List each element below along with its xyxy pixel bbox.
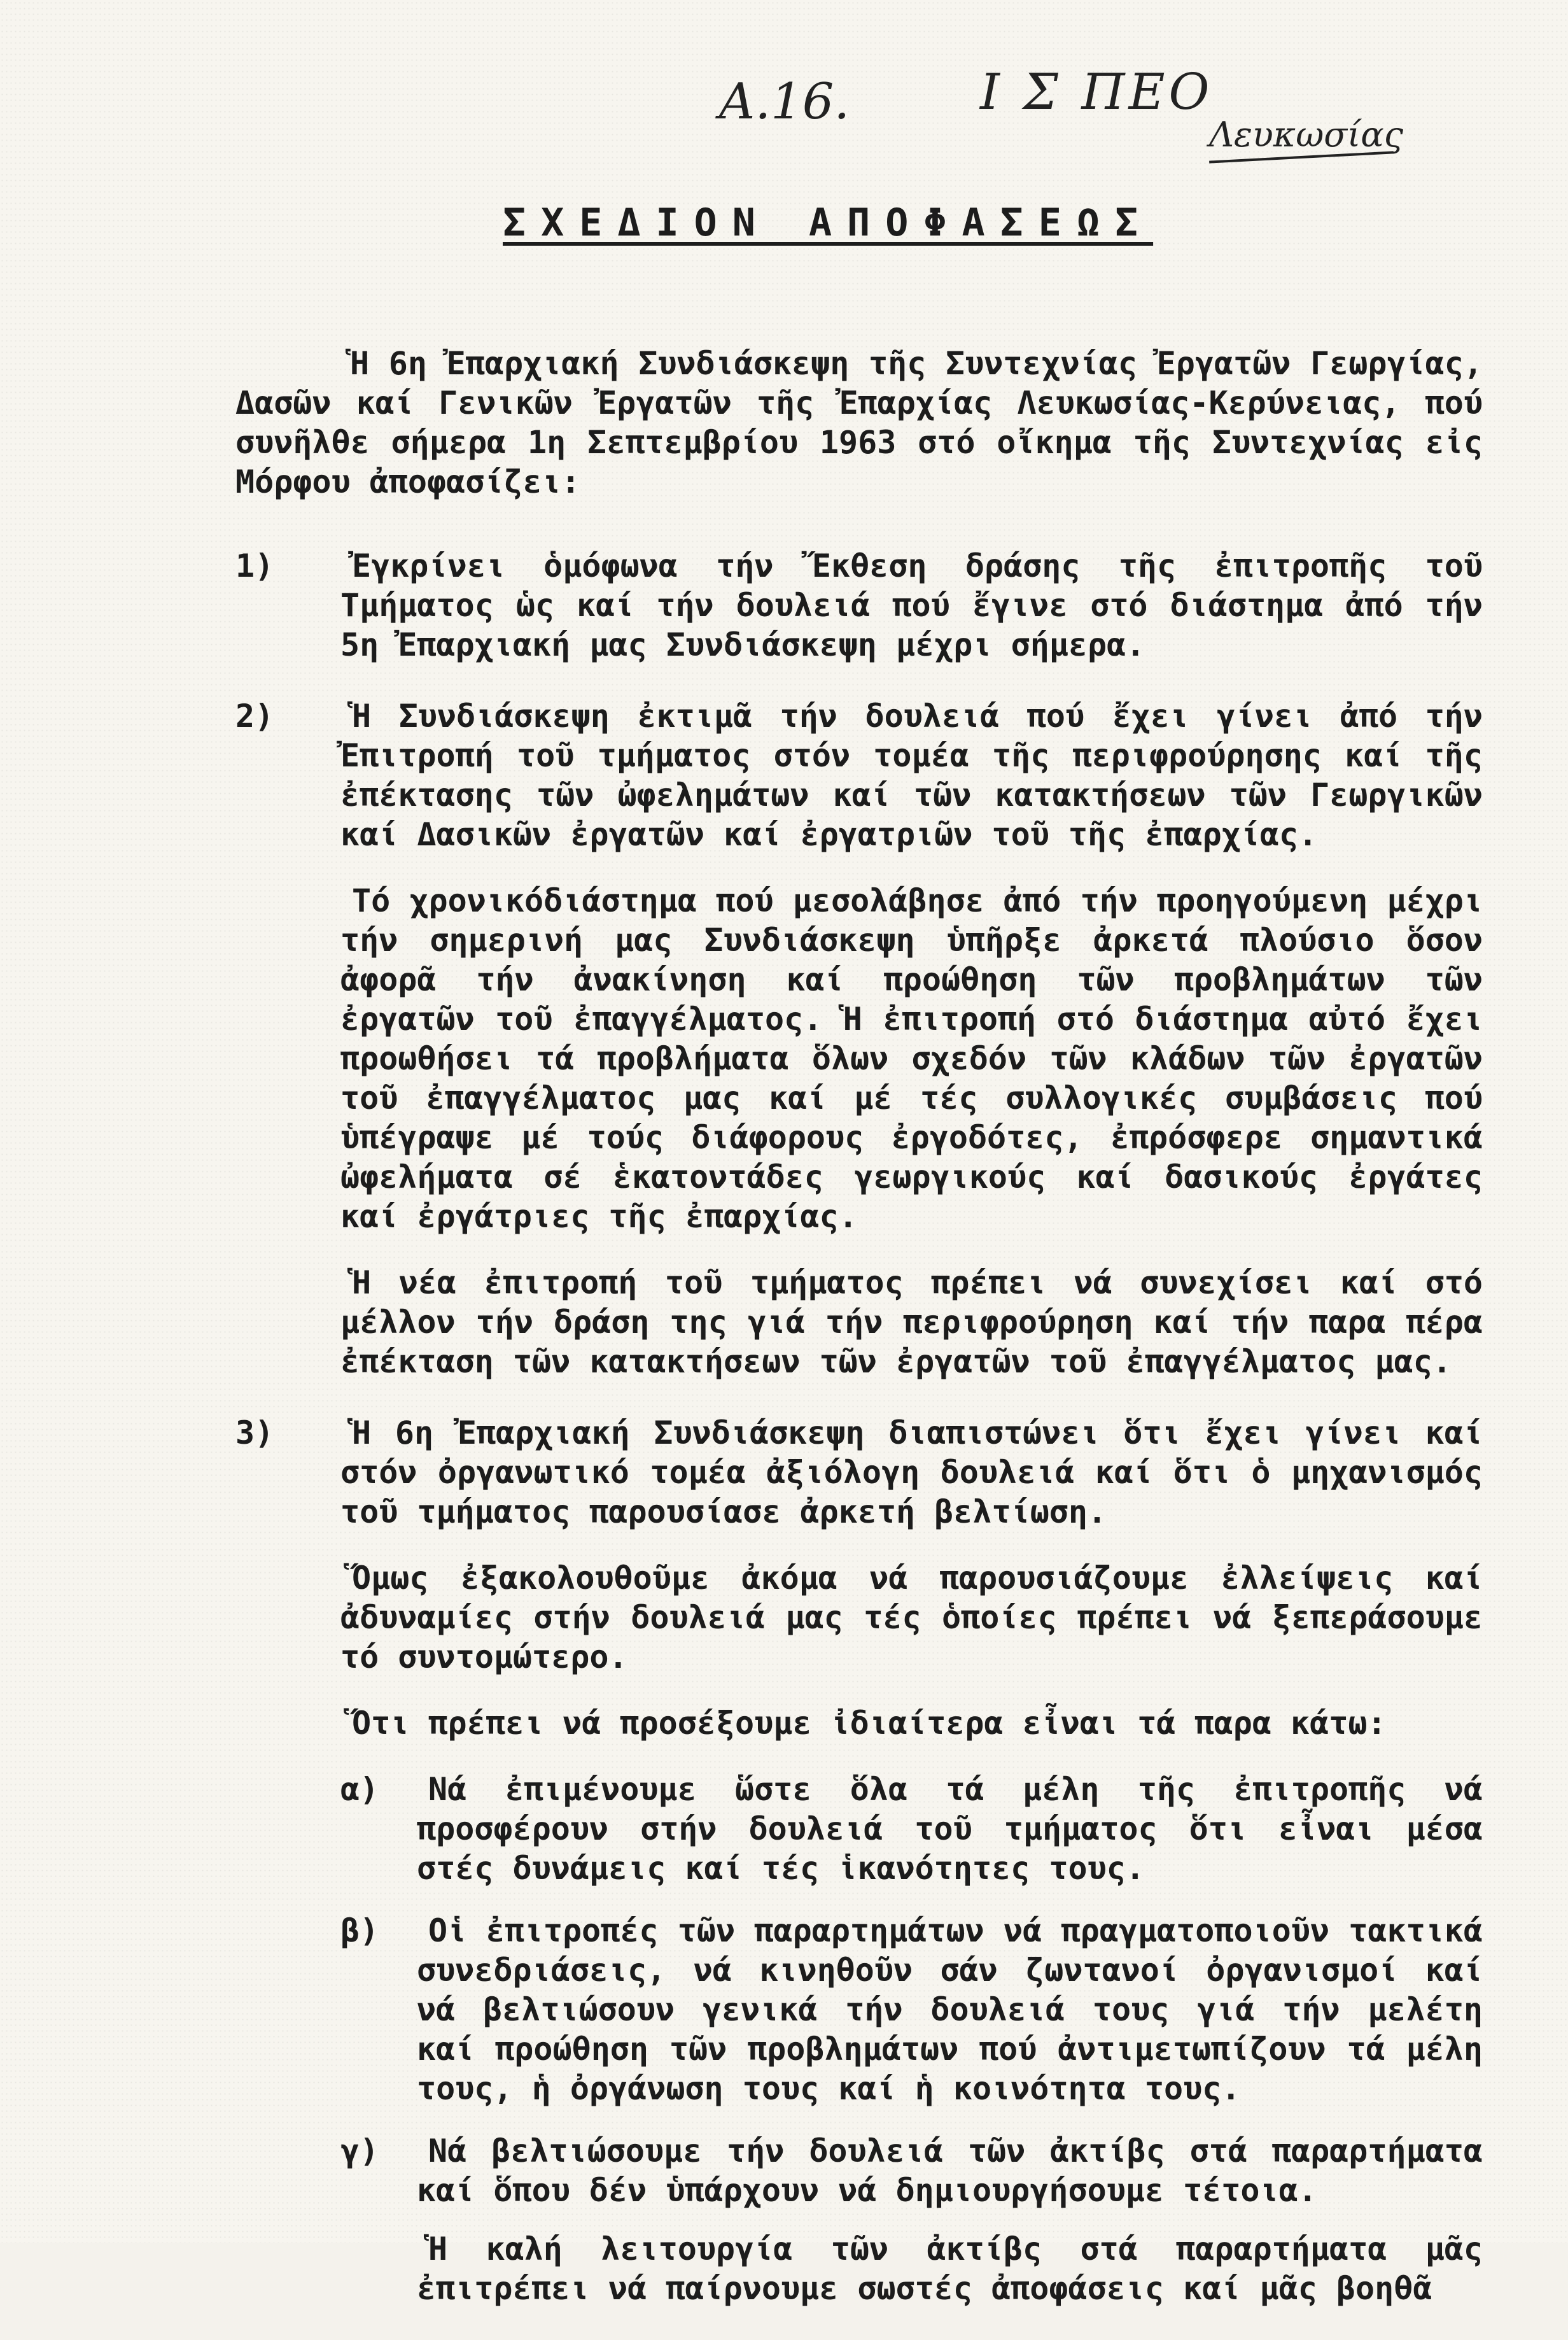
resolution-item-2 xyxy=(235,696,1483,1381)
resolution-item-1 xyxy=(235,546,1483,665)
handwritten-code: Ι Σ ΠΕΟ xyxy=(980,64,1214,121)
subitem-beta xyxy=(340,1911,1483,2108)
item-number: 1) xyxy=(235,547,274,584)
subitem-gamma xyxy=(340,2131,1483,2308)
paragraph: Τό χρονικόδιάστημα πού μεσολάβησε ἀπό τήν προηγούμενη μέχρι τήν σημερινή μας Συνδιάσκεψη ὑπῆρξε ἀρκετά πλούσιο ὅσον ἀφορᾶ τήν ἀνακίνηση καί προώθηση τῶν προβλημάτων τῶν ἐργατῶν τοῦ ἐπαγγέλματος. Ἡ ἐπιτροπή στό διάστημα αὐτό ἔχει προωθήσει τά προβλήματα ὅλων σχεδόν τῶν κλάδων τῶν ἐργατῶν τοῦ ἐπαγγέλματος μας καί μέ τές συλλογικές συμβάσεις πού ὑπέγραψε μέ τούς διάφορους ἐργοδότες, ἐπρόσφερε σημαντικά ὠφελήματα σέ ἑκατοντάδες γεωργικούς καί δασικούς ἐργάτες καί ἐργάτριες τῆς ἐπαρχίας. xyxy=(340,882,1483,1235)
subitem-letter: α) xyxy=(340,1771,379,1808)
paragraph: Ἐγκρίνει ὁμόφωνα τήν Ἔκθεση δράσης τῆς ἐπιτροπῆς τοῦ Τμήματος ὡς καί τήν δουλειά πού ἔγινε στό διάστημα ἀπό τήν 5η Ἐπαρχιακή μας Συνδιάσκεψη μέχρι σήμερα. xyxy=(340,547,1483,663)
subitem-paragraph: Ἡ καλή λειτουργία τῶν ἀκτίβς στά παραρτήματα μᾶς ἐπιτρέπει νά παίρνουμε σωστές ἀποφάσεις καί μᾶς βοηθᾶ xyxy=(417,2231,1483,2307)
subitem-paragraph: Νά βελτιώσουμε τήν δουλειά τῶν ἀκτίβς στά παραρτήματα καί ὅπου δέν ὑπάρχουν νά δημιουργήσουμε τέτοια. xyxy=(417,2132,1483,2209)
document-title: ΣΧΕΔΙΟΝ ΑΠΟΦΑΣΕΩΣ xyxy=(503,201,1154,245)
handwritten-location: Λευκωσίας xyxy=(1209,115,1403,155)
paragraph: Ὅμως ἐξακολουθοῦμε ἀκόμα νά παρουσιάζουμε ἐλλείψεις καί ἀδυναμίες στήν δουλειά μας τές ὁποίες πρέπει νά ξεπεράσουμε τό συντομώτερο. xyxy=(340,1560,1483,1675)
handwritten-reference: A.16. xyxy=(719,73,850,130)
paragraph: Ἡ νέα ἐπιτροπή τοῦ τμήματος πρέπει νά συνεχίσει καί στό μέλλον τήν δράση της γιά τήν περιφρούρηση καί τήν παρα πέρα ἐπέκταση τῶν κατακτήσεων τῶν ἐργατῶν τοῦ ἐπαγγέλματος μας. xyxy=(340,1264,1483,1380)
document-body xyxy=(235,344,1483,2340)
item-number: 2) xyxy=(235,698,274,735)
paragraph: Ἡ 6η Ἐπαρχιακή Συνδιάσκεψη διαπιστώνει ὅτι ἔχει γίνει καί στόν ὀργανωτικό τομέα ἀξιόλογη δουλειά καί ὅτι ὁ μηχανισμός τοῦ τμήματος παρουσίασε ἀρκετή βελτίωση. xyxy=(340,1414,1483,1530)
subitem-letter: γ) xyxy=(340,2132,379,2169)
subitem-paragraph: Νά ἐπιμένουμε ὥστε ὅλα τά μέλη τῆς ἐπιτροπῆς νά προσφέρουν στήν δουλειά τοῦ τμήματος ὅτι εἶναι μέσα στές δυνάμεις καί τές ἱκανότητες τους. xyxy=(417,1771,1483,1887)
resolution-item-3 xyxy=(235,1413,1483,2308)
paragraph: Ὅτι πρέπει νά προσέξουμε ἰδιαίτερα εἶναι τά παρα κάτω: xyxy=(352,1705,1387,1742)
paragraph: Ἡ Συνδιάσκεψη ἐκτιμᾶ τήν δουλειά πού ἔχει γίνει ἀπό τήν Ἐπιτροπή τοῦ τμήματος στόν τομέα τῆς περιφρούρησης καί τῆς ἐπέκτασης τῶν ὠφελημάτων καί τῶν κατακτήσεων τῶν Γεωργικῶν καί Δασικῶν ἐργατῶν καί ἐργατριῶν τοῦ τῆς ἐπαρχίας. xyxy=(340,698,1483,853)
item-number: 3) xyxy=(235,1414,274,1451)
intro-paragraph: Ἡ 6η Ἐπαρχιακή Συνδιάσκεψη τῆς Συντεχνίας Ἐργατῶν Γεωργίας, Δασῶν καί Γενικῶν Ἐργατῶν τῆς Ἐπαρχίας Λευκωσίας-Κερύνειας, πού συνῆλθε σήμερα 1η Σεπτεμβρίου 1963 στό οἴκημα τῆς Συντεχνίας εἰς Μόρφου ἀποφασίζει: xyxy=(235,345,1483,500)
subitem-alpha xyxy=(340,1770,1483,1888)
subitem-letter: β) xyxy=(340,1912,379,1949)
subitem-paragraph: Οἱ ἐπιτροπές τῶν παραρτημάτων νά πραγματοποιοῦν τακτικά συνεδριάσεις, νά κινηθοῦν σάν ζωντανοί ὀργανισμοί καί νά βελτιώσουν γενικά τήν δουλειά τους γιά τήν μελέτη καί προώθηση τῶν προβλημάτων πού ἀντιμετωπίζουν τά μέλη τους, ἡ ὀργάνωση τους καί ἡ κοινότητα τους. xyxy=(417,1912,1483,2107)
